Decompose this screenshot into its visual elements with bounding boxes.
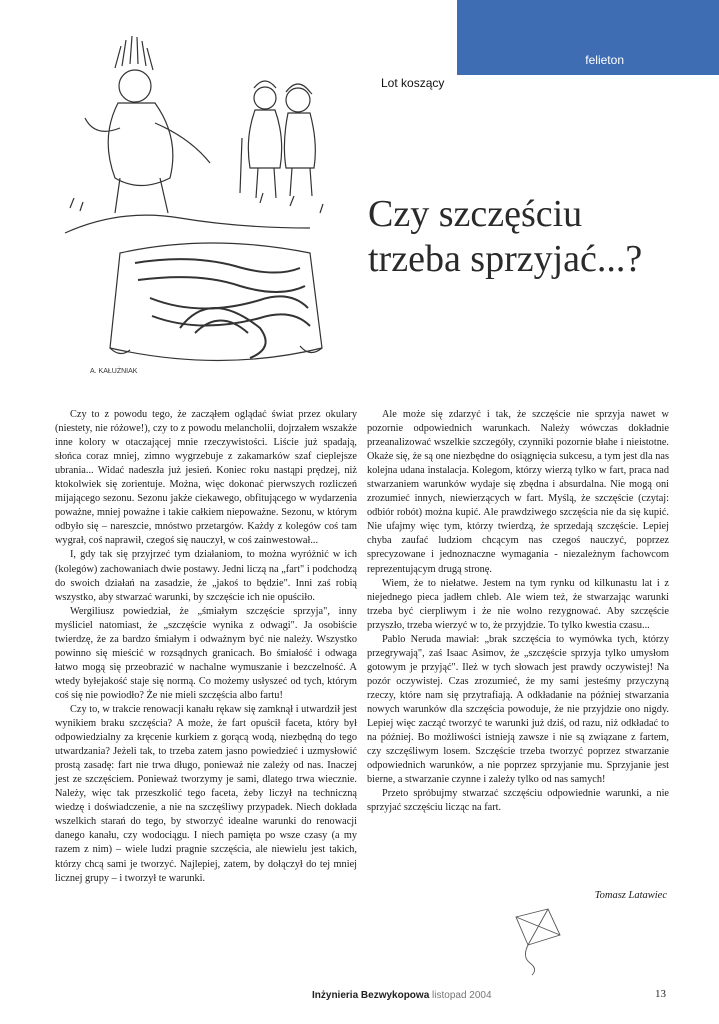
paragraph: Czy to z powodu tego, że zacząłem oglądać świat przez okulary (niestety, nie różowe!), czy to z powodu melancholii, dojrzałem wszakże inne kolory w otaczającej mnie rzeczywistości. Liście już spadają, słońca coraz mniej, zimno wygrzebuje z zakamarków szaf cieplejsze ubrania... Widać nadeszła już jesień. Koniec roku nastąpi prędzej, niż ktokolwiek się zorientuje. Można, więc dokonać pierwszych rozliczeń mijającego sezonu. Sezonu jakże ciekawego, obfitującego w wydarzenia poważne, mniej poważne i takie całkiem niepoważne. Sezonu, w którym odbyło się – nareszcie, mnóstwo przetargów. Każdy z kolegów coś tam wygrał, coś naprawił, czegoś się nauczył, w coś zainwestował... [55,409,357,547]
issue-date: listopad 2004 [432,990,492,1001]
magazine-name: Inżynieria Bezwykopowa [312,990,430,1001]
column-title: Lot koszący [381,76,445,90]
paragraph: Czy to, w trakcie renowacji kanału rękaw się zamknął i utwardził jest wynikiem braku szczęścia? A może, że fart opuścił faceta, który był odpowiedzialny za kręcenie kurkiem z gorącą wodą, niezbędną do tego utwardzania? Jeżeli tak, to trzeba zatem jasno powiedzieć i uzmysłowić prostą zasadę: fart nie trwa długo, ponieważ nie zależy od nas. Inaczej jest ze szczęściem. Ponieważ tworzymy je sami, dlatego trwa wiecznie. Należy, więc tak przeszkolić tego faceta, żeby liczył na techniczną wiedzę i doświadczenie, a nie na szczęśliwy przypadek. Niech dokłada wszelkich starań do tego, by stworzyć idealne warunki do renowacji danego kanału, czy wodociągu. I niech pamięta po wsze czasy (a my razem z nim) – wiele ludzi pragnie szczęścia, ale niewielu jest takich, którzy chcą sami je tworzyć. Najlepiej, zatem, by dołączył do tej mniej licznej grupy – i tworzył te warunki. [55,703,357,884]
paragraph: Wergiliusz powiedział, że „śmiałym szczęście sprzyja", inny myśliciel natomiast, że „szczęście wynika z odwagi". Ja osobiście twierdzę, że za bardzo śmiałym i odważnym być nie należy. Wszystko powinno się mieścić w rozsądnych granicach. Bo śmiałość i odwaga łatwo mogą się przeobrazić w nachalne wymuszanie i bezczelność. A wtedy byłejakość staje się normą. Co możemy usłyszeć od tych, którym coś się nie powiodło? Że nie mieli szczęścia albo fartu! [55,605,357,701]
page-number: 13 [655,988,666,1000]
article-title [368,192,688,282]
illustration-signature: A. KAŁUŻNIAK [90,368,138,375]
section-tab-label: felieton [585,53,624,67]
cartoon-illustration [60,28,360,393]
right-column [367,408,669,815]
left-column [55,408,357,886]
paragraph: Pablo Neruda mawiał: „brak szczęścia to wymówka tych, którzy przegrywają", zaś Isaac Asimov, że „szczęście sprzyja tylko umysłom gotowym je przyjąć". Ileż w tych słowach jest prawdy oczywistej! Na pozór oczywistej. Czas zrozumieć, że my sami jesteśmy przyczyną rzeczy, które nam się przytrafiają. A odkładanie na później stwarzania nowych warunków dla szczęścia powoduje, że nie przyjdzie ono nigdy. Lepiej więc zacząć tworzyć te warunki już dziś, od razu, niż odkładać to na później. Bo możliwości istnieją zawsze i nie są związane z fartem, czy szczęśliwym losem. Szczęście trzeba tworzyć poprzez stwarzanie odpowiednich warunków, a nie poprzez sprzyjanie mu. Sprzyjanie jest bierne, a stwarzanie czynne i zależy tylko od nas samych! [367,633,669,786]
footer [312,990,492,1001]
author-name: Tomasz Latawiec [594,890,667,901]
paragraph: Ale może się zdarzyć i tak, że szczęście nie sprzyja nawet w pozornie odpowiednich warunkach. Należy wówczas dokładnie przeanalizować wszelkie szczegóły, czynniki pozornie błahe i nieistotne. Okaże się, że są one niezbędne do osiągnięcia sukcesu, a tym jest dla nas kolejna udana instalacja. Kolegom, którzy wierzą tylko w fart, praca nad stwarzaniem warunków wydaje się zbędna i absurdalna. Nie mogą oni zrozumieć innych, niewierzących w fart. Myślą, że szczęście (czytaj: odbiór robót) można kupić. Ale prawdziwego szczęścia nie da się kupić. Nie ufajmy więc tym, którzy twierdzą, że sprzedają szczęście. Lepiej chyba zaufać ludziom chcącym nas czegoś nauczyć, poprzez sprecyzowane i jednoznaczne wymagania - niezależnym fachowcom reprezentującym drugą stronę. [367,409,669,575]
paragraph: Przeto spróbujmy stwarzać szczęściu odpowiednie warunki, a nie sprzyjać szczęściu licząc na fart. [367,788,669,814]
title-line-1: Czy szczęściu [368,193,583,235]
paragraph: Wiem, że to niełatwe. Jestem na tym rynku od kilkunastu lat i z niejednego pieca jadłem chleb. Ale wiem też, że stwarzając warunki trzeba być cierpliwym i że nie wolno rezygnować. Aby szczęście przyszło, trzeba wierzyć w to, że przyjdzie. To tylko kwestia czasu... [367,577,669,631]
kite-sketch [508,905,568,977]
section-tab [457,0,719,75]
paragraph: I, gdy tak się przyjrzeć tym działaniom, to można wyróżnić w ich (kolegów) zachowaniach dwie postawy. Jedni liczą na „fart" i podchodzą do swoich działań na zasadzie, że „jakoś to będzie". Inni zaś robią wszystko, aby stwarzać warunki, by szczęście ich nie opuściło. [55,549,357,603]
title-line-2: trzeba sprzyjać...? [368,238,643,280]
